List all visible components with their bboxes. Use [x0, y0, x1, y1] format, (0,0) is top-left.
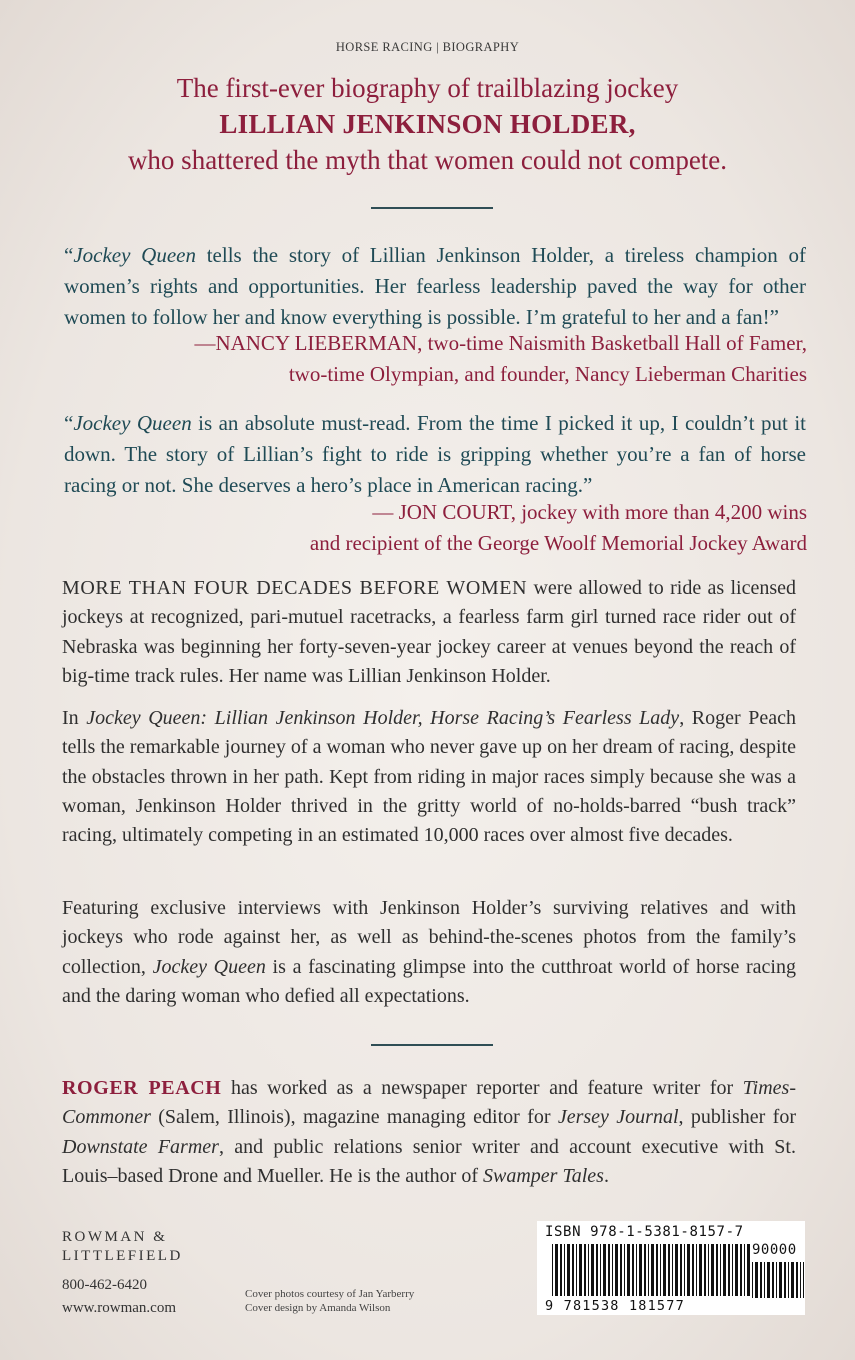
barcode-bar [779, 1262, 782, 1298]
barcode-bar [600, 1244, 601, 1296]
barcode-bar [552, 1244, 553, 1296]
barcode-bar [723, 1244, 726, 1296]
blurb-attribution-1 [47, 328, 807, 390]
paragraph-text: , Roger Peach tells the remarkable journey of a woman who never gave up on her dream of racing, despite the obstacles thrown in her path. Kept from riding in major races simply because she was a woman, Jenkinson Holder thrived in the gritty world of no-holds-barred “bush track” racing, ultimately competing in an estimated 10,000 races over almost five decades. [62, 707, 796, 847]
headline-subject-name: LILLIAN JENKINSON HOLDER, [219, 109, 636, 139]
barcode-bar [675, 1244, 678, 1296]
blurb-attribution-2 [47, 497, 807, 559]
barcode-digits: 9 781538 181577 [545, 1298, 685, 1314]
book-title: Jockey Queen [73, 411, 192, 435]
publisher-website: www.rowman.com [62, 1300, 177, 1316]
quote-open-mark: “ [64, 411, 74, 435]
description-paragraph-3 [62, 894, 796, 1011]
blurb-quote-2 [64, 408, 806, 501]
author-name: ROGER PEACH [62, 1077, 222, 1099]
barcode-bar [663, 1244, 666, 1296]
headline-line-3: who shattered the myth that women could not compete. [127, 145, 728, 175]
barcode-bar [699, 1244, 702, 1296]
barcode-bar [708, 1244, 709, 1296]
attribution-line: — JON COURT, jockey with more than 4,200 wins [372, 500, 807, 524]
divider-bottom [371, 1044, 493, 1046]
barcode-bar [660, 1244, 661, 1296]
barcode-bar [716, 1244, 718, 1296]
barcode-bar [680, 1244, 682, 1296]
bio-text: has worked as a newspaper reporter and feature writer for [221, 1077, 743, 1099]
publication-title: Times-Commoner [62, 1077, 796, 1129]
barcode-bar [764, 1262, 765, 1298]
barcode-bar [644, 1244, 646, 1296]
barcode-bar [803, 1262, 804, 1298]
design-credit: Cover design by Amanda Wilson [245, 1302, 391, 1314]
photo-credit: Cover photos courtesy of Jan Yarberry [245, 1288, 415, 1300]
barcode-bar [767, 1262, 770, 1298]
isbn-number: ISBN 978-1-5381-8157-7 [545, 1224, 744, 1240]
book-full-title: Jockey Queen: Lillian Jenkinson Holder, Horse Racing’s Fearless Lady [86, 707, 680, 729]
barcode-bar [620, 1244, 622, 1296]
barcode-bar [728, 1244, 730, 1296]
book-title: Jockey Queen [152, 955, 266, 978]
barcode-bar [579, 1244, 582, 1296]
barcode-bar [672, 1244, 673, 1296]
description-paragraph-2 [62, 704, 796, 850]
attribution-line: two-time Olympian, and founder, Nancy Lieberman Charities [288, 362, 807, 386]
barcode-bar [788, 1262, 789, 1298]
barcode-bar [791, 1262, 794, 1298]
barcode-bar [636, 1244, 637, 1296]
price-code: 90000 [752, 1242, 797, 1258]
paragraph-text: is a fascinating glimpse into the cutthroat world of horse racing and the daring woman who defied all expectations. [62, 955, 796, 1007]
paragraph-text: Featuring exclusive interviews with Jenkinson Holder’s surviving relatives and with jockeys who rode against her, as well as behind-the-scenes photos from the family’s collection, [62, 897, 796, 978]
barcode-bar [560, 1244, 562, 1296]
bio-text: (Salem, Illinois), magazine managing editor for [150, 1106, 558, 1129]
book-title: Jockey Queen [73, 243, 196, 267]
author-bio [62, 1074, 796, 1191]
barcode-bar [752, 1262, 753, 1298]
barcode-bar [732, 1244, 733, 1296]
barcode-bar [596, 1244, 598, 1296]
isbn-barcode [552, 1244, 752, 1296]
barcode-bar [615, 1244, 618, 1296]
barcode-bar [684, 1244, 685, 1296]
barcode-bar [772, 1262, 774, 1298]
barcode-bar [639, 1244, 642, 1296]
publisher-line-1: ROWMAN & [62, 1229, 168, 1245]
barcode-bar [567, 1244, 570, 1296]
barcode-bar [624, 1244, 625, 1296]
barcode-bar [632, 1244, 634, 1296]
quote-text: is an absolute must-read. From the time I picked it up, I couldn’t put it down. The story of Lillian’s fight to ride is gripping whether you’re a fan of horse racing or not. She deserves a hero’s place in American racing.” [64, 411, 806, 497]
barcode-bar [692, 1244, 694, 1296]
barcode-bar [784, 1262, 786, 1298]
lead-in-caps: MORE THAN FOUR DECADES BEFORE WOMEN [62, 577, 528, 599]
attribution-line: and recipient of the George Woolf Memorial Jockey Award [309, 531, 807, 555]
barcode-bar [584, 1244, 586, 1296]
barcode-bar [591, 1244, 594, 1296]
barcode-bar [588, 1244, 589, 1296]
barcode-bar [564, 1244, 565, 1296]
barcode-bar [704, 1244, 706, 1296]
bio-text: . [603, 1164, 609, 1187]
barcode-bar [747, 1244, 750, 1296]
barcode-bar [711, 1244, 714, 1296]
barcode-bar [627, 1244, 630, 1296]
barcode-bar [796, 1262, 798, 1298]
category-label: HORSE RACING | BIOGRAPHY [335, 40, 520, 54]
attribution-line: —NANCY LIEBERMAN, two-time Naismith Basketball Hall of Famer, [194, 331, 807, 355]
publisher-logo [62, 1228, 242, 1266]
barcode-bar [651, 1244, 654, 1296]
barcode-bar [608, 1244, 610, 1296]
publisher-phone: 800-462-6420 [62, 1277, 147, 1293]
barcode-bar [687, 1244, 690, 1296]
barcode-bar [800, 1262, 801, 1298]
quote-open-mark: “ [64, 243, 74, 267]
barcode-bar [656, 1244, 658, 1296]
bio-text: , publisher for [678, 1106, 796, 1129]
barcode-bar [576, 1244, 577, 1296]
publication-title: Jersey Journal [557, 1106, 679, 1129]
description-paragraph-1 [62, 574, 796, 691]
divider-top [371, 207, 493, 209]
book-title: Swamper Tales [483, 1164, 604, 1187]
barcode-bar [755, 1262, 758, 1298]
publication-title: Downstate Farmer [62, 1135, 219, 1158]
paragraph-text: were allowed to ride as licensed jockeys at recognized, pari-mutuel racetracks, a fearless farm girl turned race rider out of Nebraska was beginning her forty-seven-year jockey career at venues beyond the reach of big-time track rules. Her name was Lillian Jenkinson Holder. [62, 577, 796, 687]
barcode-bar [648, 1244, 649, 1296]
barcode-bar [603, 1244, 606, 1296]
barcode-bar [668, 1244, 670, 1296]
barcode-bar [555, 1244, 558, 1296]
barcode-bar [696, 1244, 697, 1296]
paragraph-text: In [62, 707, 87, 729]
barcode-bar [720, 1244, 721, 1296]
barcode-bar [572, 1244, 574, 1296]
cover-credits [245, 1287, 505, 1315]
barcode-bar [740, 1244, 742, 1296]
price-barcode [752, 1262, 804, 1314]
publisher-line-2: LITTLEFIELD [62, 1248, 183, 1264]
barcode-bar [735, 1244, 738, 1296]
quote-text: tells the story of Lillian Jenkinson Holder, a tireless champion of women’s rights and opportunities. Her fearless leadership paved the way for other women to follow her and know everything is possible. I’m grateful to her and a fan!” [64, 243, 806, 329]
bio-text: , and public relations senior writer and account executive with St. Louis–based Drone and Mueller. He is the author of [62, 1135, 796, 1187]
barcode-bar [612, 1244, 613, 1296]
barcode-bar [760, 1262, 762, 1298]
barcode-bar [776, 1262, 777, 1298]
blurb-quote-1 [64, 240, 806, 333]
headline-line-1: The first-ever biography of trailblazing jockey [176, 73, 679, 103]
barcode-bar [744, 1244, 745, 1296]
headline [40, 70, 815, 178]
